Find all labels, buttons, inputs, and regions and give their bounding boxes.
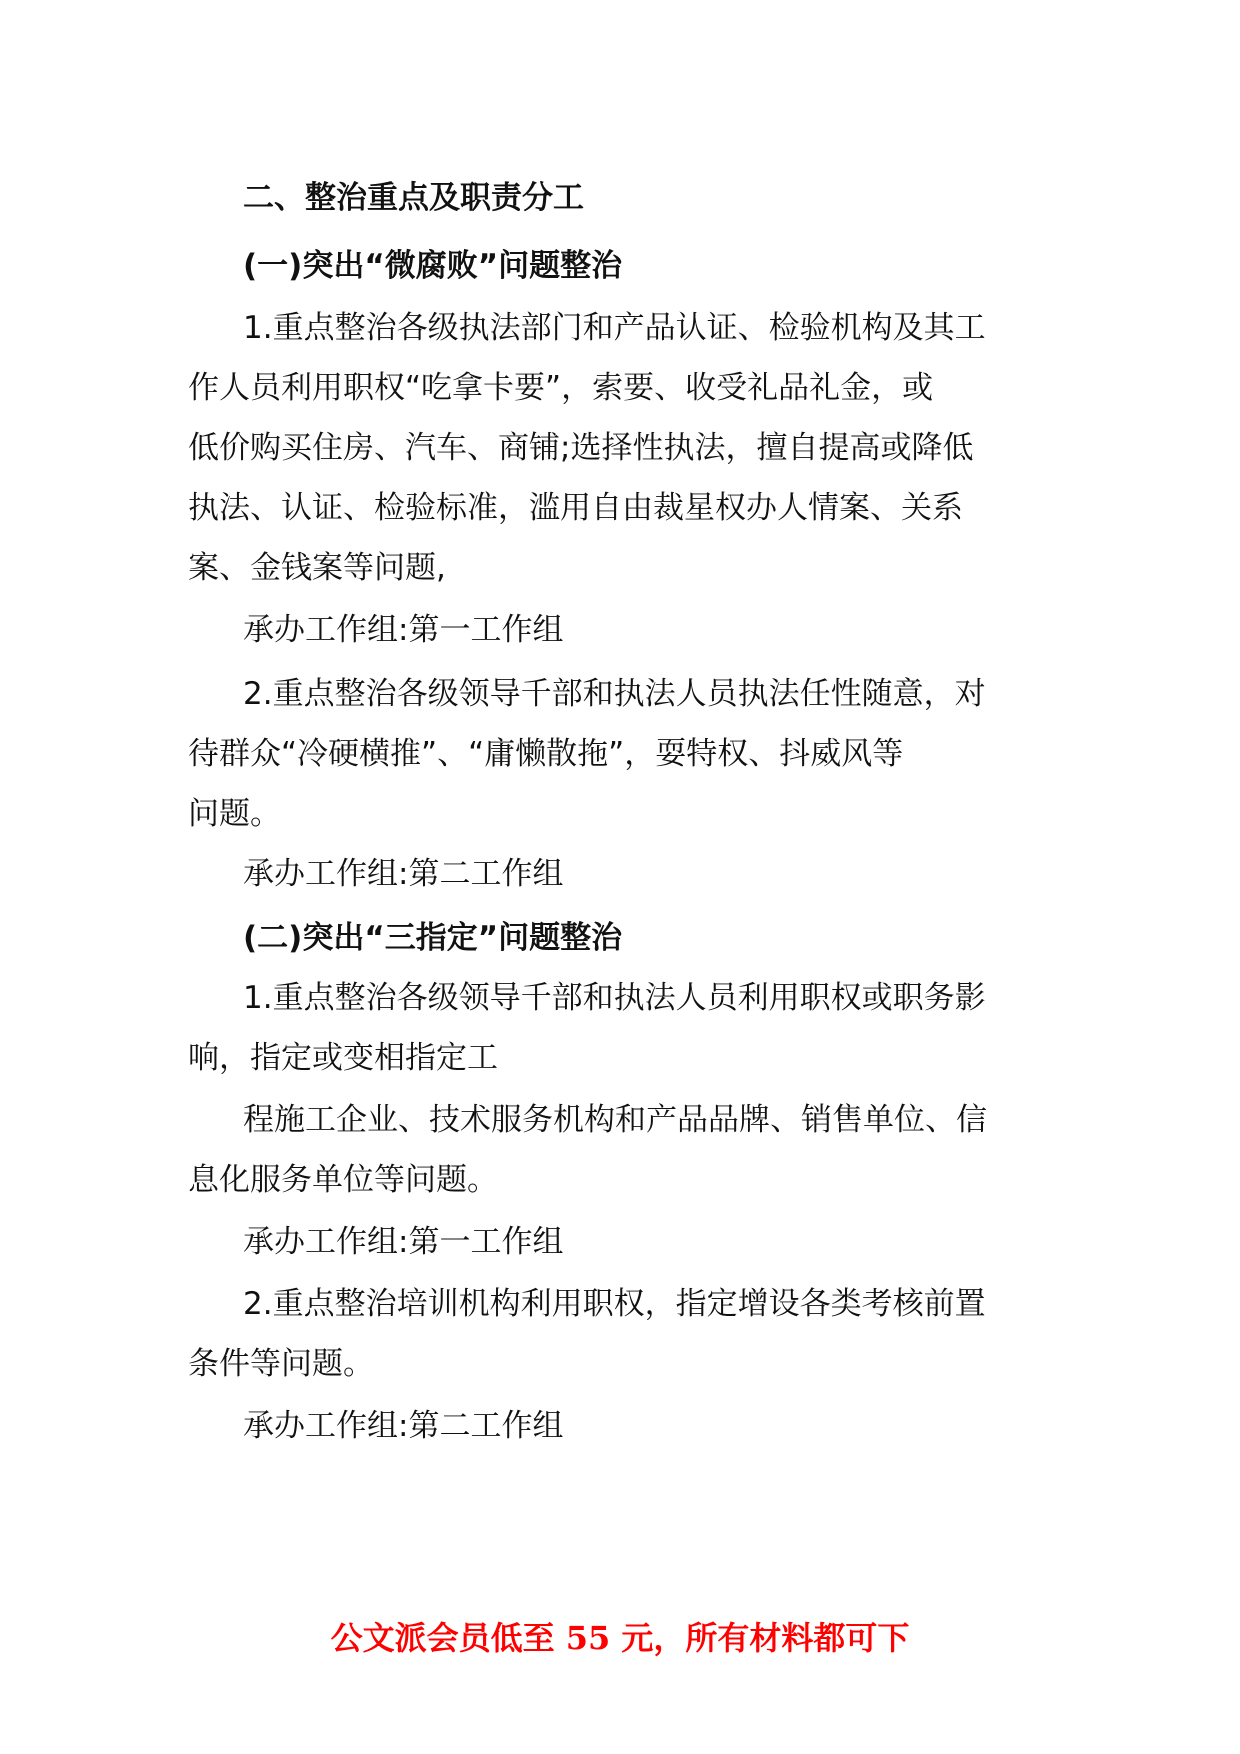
promo-banner: 公文派会员低至 55 元，所有材料都可下 bbox=[330, 1619, 910, 1657]
paragraph-line: 息化服务单位等问题。 bbox=[188, 1162, 498, 1198]
paragraph-line: 作人员利用职权“吃拿卡要”，索要、收受礼品礼金，或 bbox=[188, 370, 934, 406]
paragraph-line: 问题。 bbox=[188, 796, 281, 832]
paragraph-line: 案、金钱案等问题, bbox=[188, 550, 446, 586]
paragraph-line: 低价购买住房、汽车、商铺;选择性执法，擅自提高或降低 bbox=[188, 430, 974, 466]
assignment-line: 承办工作组:第二工作组 bbox=[243, 856, 564, 892]
subsection-heading: (二)突出“三指定”问题整治 bbox=[243, 920, 623, 956]
paragraph-line: 1.重点整治各级执法部门和产品认证、检验机构及其工 bbox=[243, 310, 986, 346]
paragraph-line: 程施工企业、技术服务机构和产品品牌、销售单位、信 bbox=[243, 1102, 987, 1138]
assignment-line: 承办工作组:第一工作组 bbox=[243, 612, 564, 648]
assignment-line: 承办工作组:第一工作组 bbox=[243, 1224, 564, 1260]
paragraph-line: 2.重点整治各级领导千部和执法人员执法任性随意，对 bbox=[243, 676, 986, 712]
paragraph-line: 待群众“冷硬横推”、“庸懒散拖”，耍特权、抖威风等 bbox=[188, 736, 904, 772]
paragraph-line: 1.重点整治各级领导千部和执法人员利用职权或职务影 bbox=[243, 980, 986, 1016]
section-heading: 二、整治重点及职责分工 bbox=[243, 180, 584, 216]
paragraph-line: 执法、认证、检验标准，滥用自由裁星权办人情案、关系 bbox=[188, 490, 963, 526]
paragraph-line: 条件等问题。 bbox=[188, 1346, 374, 1382]
paragraph-line: 响，指定或变相指定工 bbox=[188, 1040, 498, 1076]
subsection-heading: (一)突出“微腐败”问题整治 bbox=[243, 248, 623, 284]
assignment-line: 承办工作组:第二工作组 bbox=[243, 1408, 564, 1444]
paragraph-line: 2.重点整治培训机构利用职权，指定增设各类考核前置 bbox=[243, 1286, 986, 1322]
